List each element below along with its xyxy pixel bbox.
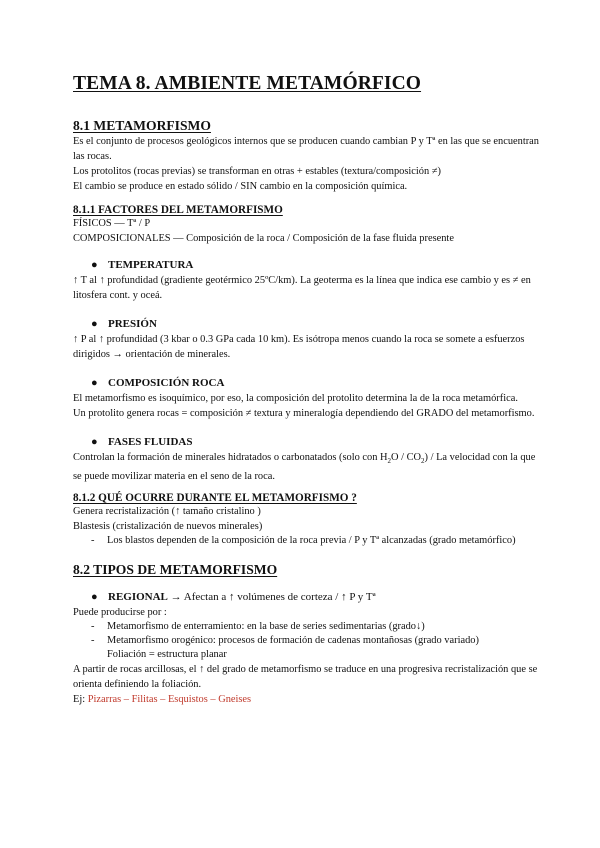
bullet-composicion-roca: ● COMPOSICIÓN ROCA [91, 377, 225, 389]
bullet-dot-icon: ● [91, 318, 98, 330]
bullet-dot-icon: ● [91, 259, 98, 271]
section-heading-8-1: 8.1 METAMORFISMO [73, 118, 211, 133]
paragraph: Genera recristalización (↑ tamaño cristalino ) [73, 506, 261, 518]
paragraph: Controlan la formación de minerales hidratados o carbonatados (solo con $H_2O / CO_2$) / La velocidad con la que se puede movilizar materia en el seno de la roca. [73, 452, 536, 483]
paragraph: Es el conjunto de procesos geológicos internos que se producen cuando cambian P y Tª en las que se encuentran las rocas. [73, 136, 539, 162]
paragraph: FÍSICOS — Tª / P [73, 218, 151, 229]
bullet-dot-icon: ● [91, 436, 98, 448]
paragraph: Puede producirse por : [73, 607, 167, 619]
paragraph: ↑ T al ↑ profundidad (gradiente geotérmico 25ºC/km). La geoterma es la línea que indica ese cambio y es ≠ en litosfera cont. y oceá. [73, 275, 531, 301]
example-item: Esquistos [167, 694, 208, 706]
example-item: Filitas [131, 694, 158, 706]
dash-item: - Los blastos dependen de la composición de la roca previa / P y Tª alcanzadas (grado metamórfico) [91, 535, 516, 547]
bullet-dot-icon: ● [91, 591, 98, 604]
paragraph: COMPOSICIONALES — Composición de la roca / Composición de la fase fluida presente [73, 233, 454, 244]
bullet-dot-icon: ● [91, 377, 98, 389]
page-title: TEMA 8. AMBIENTE METAMÓRFICO [73, 73, 422, 94]
bullet-fases-fluidas: ● FASES FLUIDAS [91, 436, 193, 448]
dash-item: - Metamorfismo orogénico: procesos de formación de cadenas montañosas (grado variado) Foliación = estructura planar [91, 635, 479, 661]
bullet-presion: ● PRESIÓN [91, 318, 157, 330]
paragraph: El metamorfismo es isoquímico, por eso, la composición del protolito determina la de la roca metamórfica. [73, 393, 518, 404]
paragraph: Un protolito genera rocas = composición ≠ textura y mineralogía dependiendo del GRADO del metamorfismo. [73, 408, 535, 419]
section-heading-8-1-2: 8.1.2 QUÉ OCURRE DURANTE EL METAMORFISMO ? [73, 492, 357, 505]
paragraph: El cambio se produce en estado sólido / SIN cambio en la composición química. [73, 181, 408, 192]
paragraph: Los protolitos (rocas previas) se transforman en otras + estables (textura/composición ≠) [73, 166, 441, 177]
section-heading-8-1-1: 8.1.1 FACTORES DEL METAMORFISMO [73, 204, 283, 216]
examples-line: Ej: Pizarras – Filitas – Esquistos – Gneises [73, 694, 252, 706]
dash-item: - Metamorfismo de enterramiento: en la base de series sedimentarias (grado↓) [91, 621, 425, 633]
bullet-temperatura: ● TEMPERATURA [91, 259, 194, 271]
example-item: Gneises [218, 694, 252, 706]
example-item: Pizarras [87, 694, 122, 706]
bullet-regional: ● REGIONAL → Afectan a ↑ volúmenes de corteza / ↑ P y Tª [91, 591, 376, 604]
paragraph: A partir de rocas arcillosas, el ↑ del grado de metamorfismo se traduce en una progresiva recristalización que se orienta definiendo la foliación. [73, 664, 538, 691]
paragraph: Blastesis (cristalización de nuevos minerales) [73, 521, 263, 533]
section-heading-8-2: 8.2 TIPOS DE METAMORFISMO [73, 562, 278, 578]
paragraph: ↑ P al ↑ profundidad (3 kbar o 0.3 GPa cada 10 km). Es isótropa menos cuando la roca se somete a esfuerzos dirigidos → orientación de minerales. [73, 334, 525, 360]
